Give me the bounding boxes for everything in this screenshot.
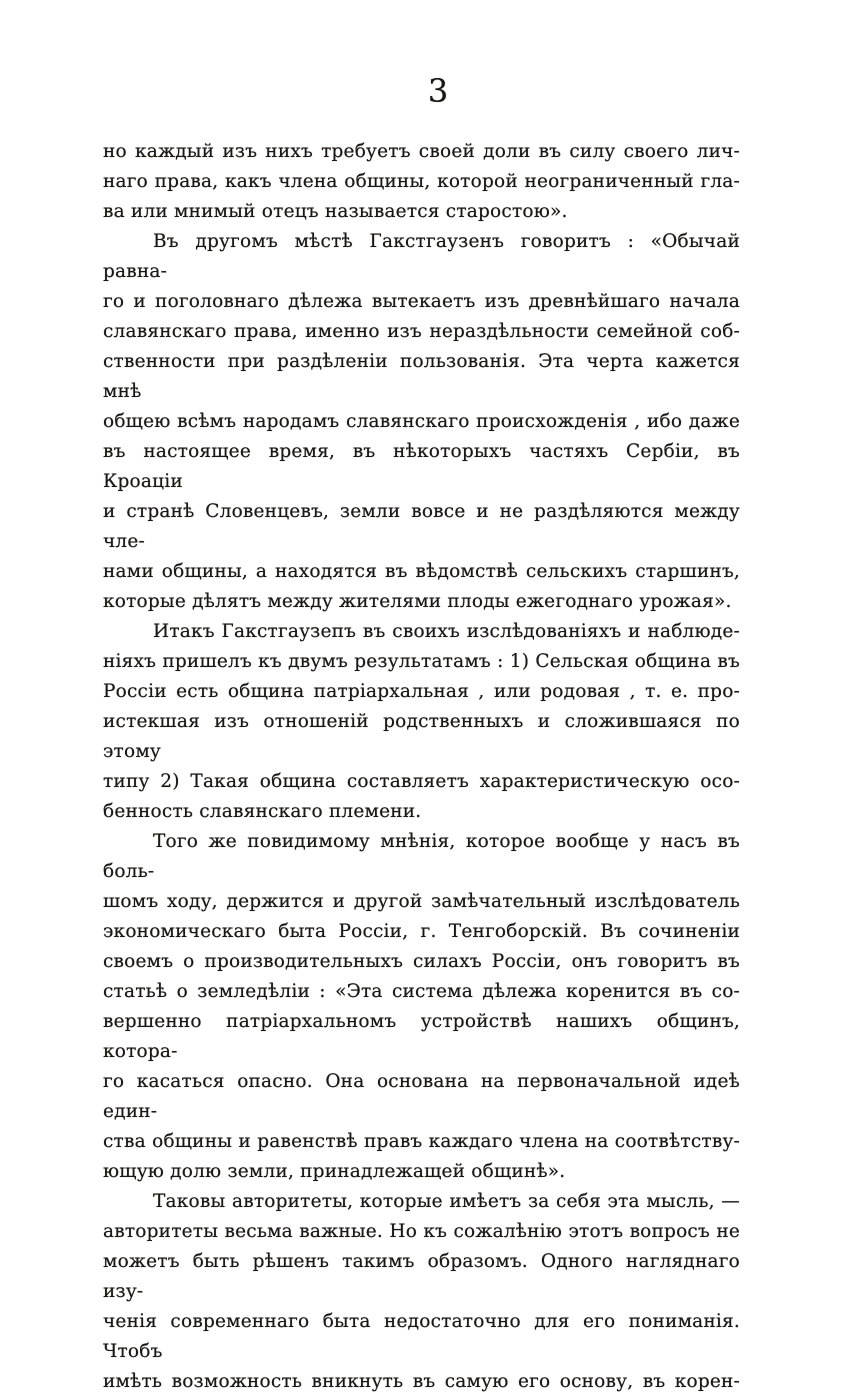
text-line: Въ другомъ мѣстѣ Гакстгаузенъ говоритъ : «Обычай равна- [103, 231, 740, 282]
text-line: Россіи есть община патріархальная , или родовая , т. е. про- [103, 681, 740, 702]
paragraph [103, 827, 740, 1187]
text-line: которые дѣлятъ между жителями плоды ежегоднаго урожая». [103, 591, 732, 612]
text-line: можетъ быть рѣшенъ такимъ образомъ. Одного нагляднаго изу- [103, 1251, 740, 1302]
text-line: ніяхъ пришелъ къ двумъ результатамъ : 1) Сельская община въ [103, 651, 740, 672]
text-line: въ настоящее время, въ нѣкоторыхъ частяхъ Сербіи, въ Кроаціи [103, 441, 740, 492]
text-line: статьѣ о земледѣліи : «Эта система дѣлежа коренится въ со- [103, 981, 740, 1002]
paragraph [103, 137, 740, 227]
paragraph [103, 1187, 740, 1397]
text-block [103, 137, 740, 1397]
text-line: ства общины и равенствѣ правъ каждаго члена на соотвѣтству- [103, 1131, 740, 1152]
text-line: ющую долю земли, принадлежащей общинѣ». [103, 1161, 566, 1182]
text-line: Таковы авторитеты, которые имѣетъ за себя эта мысль, — [153, 1191, 740, 1212]
paragraph [103, 617, 740, 827]
text-line: ственности при раздѣленіи пользованія. Эта черта кажется мнѣ [103, 351, 740, 402]
text-line: славянскаго права, именно изъ нераздѣльности семейной соб- [103, 321, 740, 342]
text-line: и странѣ Словенцевъ, земли вовсе и не раздѣляются между чле- [103, 501, 740, 552]
text-line: типу 2) Такая община составляетъ характеристическую осо- [103, 771, 740, 792]
text-line: шомъ ходу, держится и другой замѣчательный изслѣдователь [103, 891, 740, 912]
text-line: истекшая изъ отношеній родственныхъ и сложившаяся по этому [103, 711, 740, 762]
text-line: имѣть возможность вникнуть въ самую его основу, въ корен- [103, 1371, 740, 1392]
text-line: Того же повидимому мнѣнія, которое вообще у насъ въ боль- [103, 831, 740, 882]
text-line: своемъ о производительныхъ силахъ Россіи, онъ говоритъ въ [103, 951, 740, 972]
text-line: вершенно патріархальномъ устройствѣ нашихъ общинъ, котора- [103, 1011, 740, 1062]
paragraph [103, 227, 740, 617]
text-line: Итакъ Гакстгаузепъ въ своихъ изслѣдованіяхъ и наблюде- [153, 621, 740, 642]
text-line: бенность славянскаго племени. [103, 801, 422, 822]
text-line: нами общины, а находятся въ вѣдомствѣ сельскихъ старшинъ, [103, 561, 740, 582]
text-line: наго права, какъ члена общины, которой неограниченный гла- [103, 171, 740, 192]
text-line: экономическаго быта Россіи, г. Тенгоборскій. Въ сочиненіи [103, 921, 740, 942]
text-line: го и поголовнаго дѣлежа вытекаетъ изъ древнѣйшаго начала [103, 291, 740, 312]
page-number: 3 [427, 72, 449, 110]
text-line: общею всѣмъ народамъ славянскаго происхожденія , ибо даже [103, 411, 740, 432]
text-line: авторитеты весьма важные. Но къ сожалѣнію этотъ вопросъ не [103, 1221, 740, 1242]
text-line: ва или мнимый отецъ называется старостою». [103, 201, 568, 222]
text-line: ченія современнаго быта недостаточно для его пониманія. Чтобъ [103, 1311, 740, 1362]
text-line: го касаться опасно. Она основана на первоначальной идеѣ един- [103, 1071, 740, 1122]
text-line: но каждый изъ нихъ требуетъ своей доли въ силу своего лич- [103, 141, 740, 162]
